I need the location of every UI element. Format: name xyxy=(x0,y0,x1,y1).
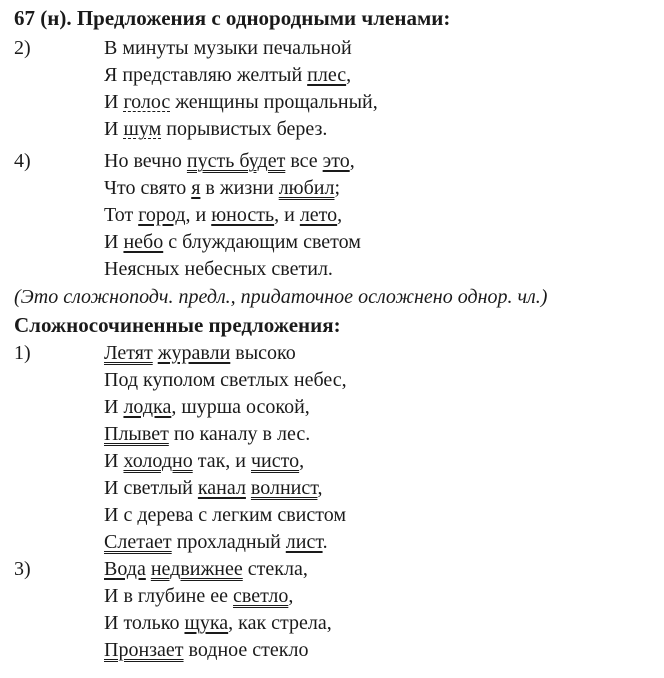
poem-line: Под куполом светлых небес, xyxy=(104,369,347,391)
poem-line: И шум порывистых берез. xyxy=(104,118,328,140)
poem-line: И холодно так, и чисто, xyxy=(104,450,305,472)
poem-line: Плывет по каналу в лес. xyxy=(104,423,311,445)
predicate-word: волнист xyxy=(250,477,318,499)
poem-line: Вода недвижнее стекла, xyxy=(104,558,308,580)
poem-line: И с дерева с легким свистом xyxy=(104,504,346,526)
subject-word: лето xyxy=(299,204,338,226)
predicate-word: Летят xyxy=(104,342,153,364)
item-number: 1) xyxy=(14,342,31,364)
subject-word: небо xyxy=(123,231,164,253)
predicate-word: холодно xyxy=(123,450,193,472)
subject-word: щука xyxy=(184,612,229,634)
subject-word: я xyxy=(191,177,201,199)
poem-line: Слетает прохладный лист. xyxy=(104,531,328,553)
poem-line: Тот город, и юность, и лето, xyxy=(104,204,343,226)
object-word: голос xyxy=(123,91,171,113)
predicate-word: недвижнее xyxy=(150,558,243,580)
poem-line: Что свято я в жизни любил; xyxy=(104,177,341,199)
subject-word: это xyxy=(322,150,350,172)
predicate-word: Слетает xyxy=(104,531,172,553)
poem-line: Летят журавли высоко xyxy=(104,342,296,364)
predicate-word: Пронзает xyxy=(104,639,184,661)
item-number: 2) xyxy=(14,37,31,59)
predicate-word: любил xyxy=(278,177,335,199)
poem-line: И в глубине ее светло, xyxy=(104,585,294,607)
poem-line: И только щука, как стрела, xyxy=(104,612,332,634)
predicate-word: чисто xyxy=(251,450,300,472)
item-number: 4) xyxy=(14,150,31,172)
subject-word: журавли xyxy=(157,342,231,364)
poem-line: И светлый канал волнист, xyxy=(104,477,323,499)
poem-line: И лодка, шурша осокой, xyxy=(104,396,310,418)
grammar-note: (Это сложноподч. предл., придаточное осложнено однор. чл.) xyxy=(14,286,548,308)
subject-word: лодка xyxy=(123,396,172,418)
poem-line: И голос женщины прощальный, xyxy=(104,91,378,113)
item-number: 3) xyxy=(14,558,31,580)
poem-line: Пронзает водное стекло xyxy=(104,639,309,661)
subject-word: плес xyxy=(307,64,347,86)
predicate-word: светло xyxy=(233,585,289,607)
predicate-word: пусть будет xyxy=(186,150,286,172)
poem-line: Неясных небесных светил. xyxy=(104,258,333,280)
object-word: шум xyxy=(123,118,162,140)
poem-line: Я представляю желтый плес, xyxy=(104,64,352,86)
poem-line: В минуты музыки печальной xyxy=(104,37,352,59)
subject-word: Вода xyxy=(104,558,146,580)
subject-word: канал xyxy=(197,477,246,499)
subject-word: юность xyxy=(211,204,275,226)
compound-heading: Сложносочиненные предложения: xyxy=(14,313,341,337)
poem-line: Но вечно пусть будет все это, xyxy=(104,150,355,172)
poem-line: И небо с блуждающим светом xyxy=(104,231,361,253)
subject-word: город xyxy=(138,204,186,226)
predicate-word: Плывет xyxy=(104,423,169,445)
subject-word: лист xyxy=(285,531,323,553)
main-heading: 67 (н). Предложения с однородными членами: xyxy=(14,6,451,30)
